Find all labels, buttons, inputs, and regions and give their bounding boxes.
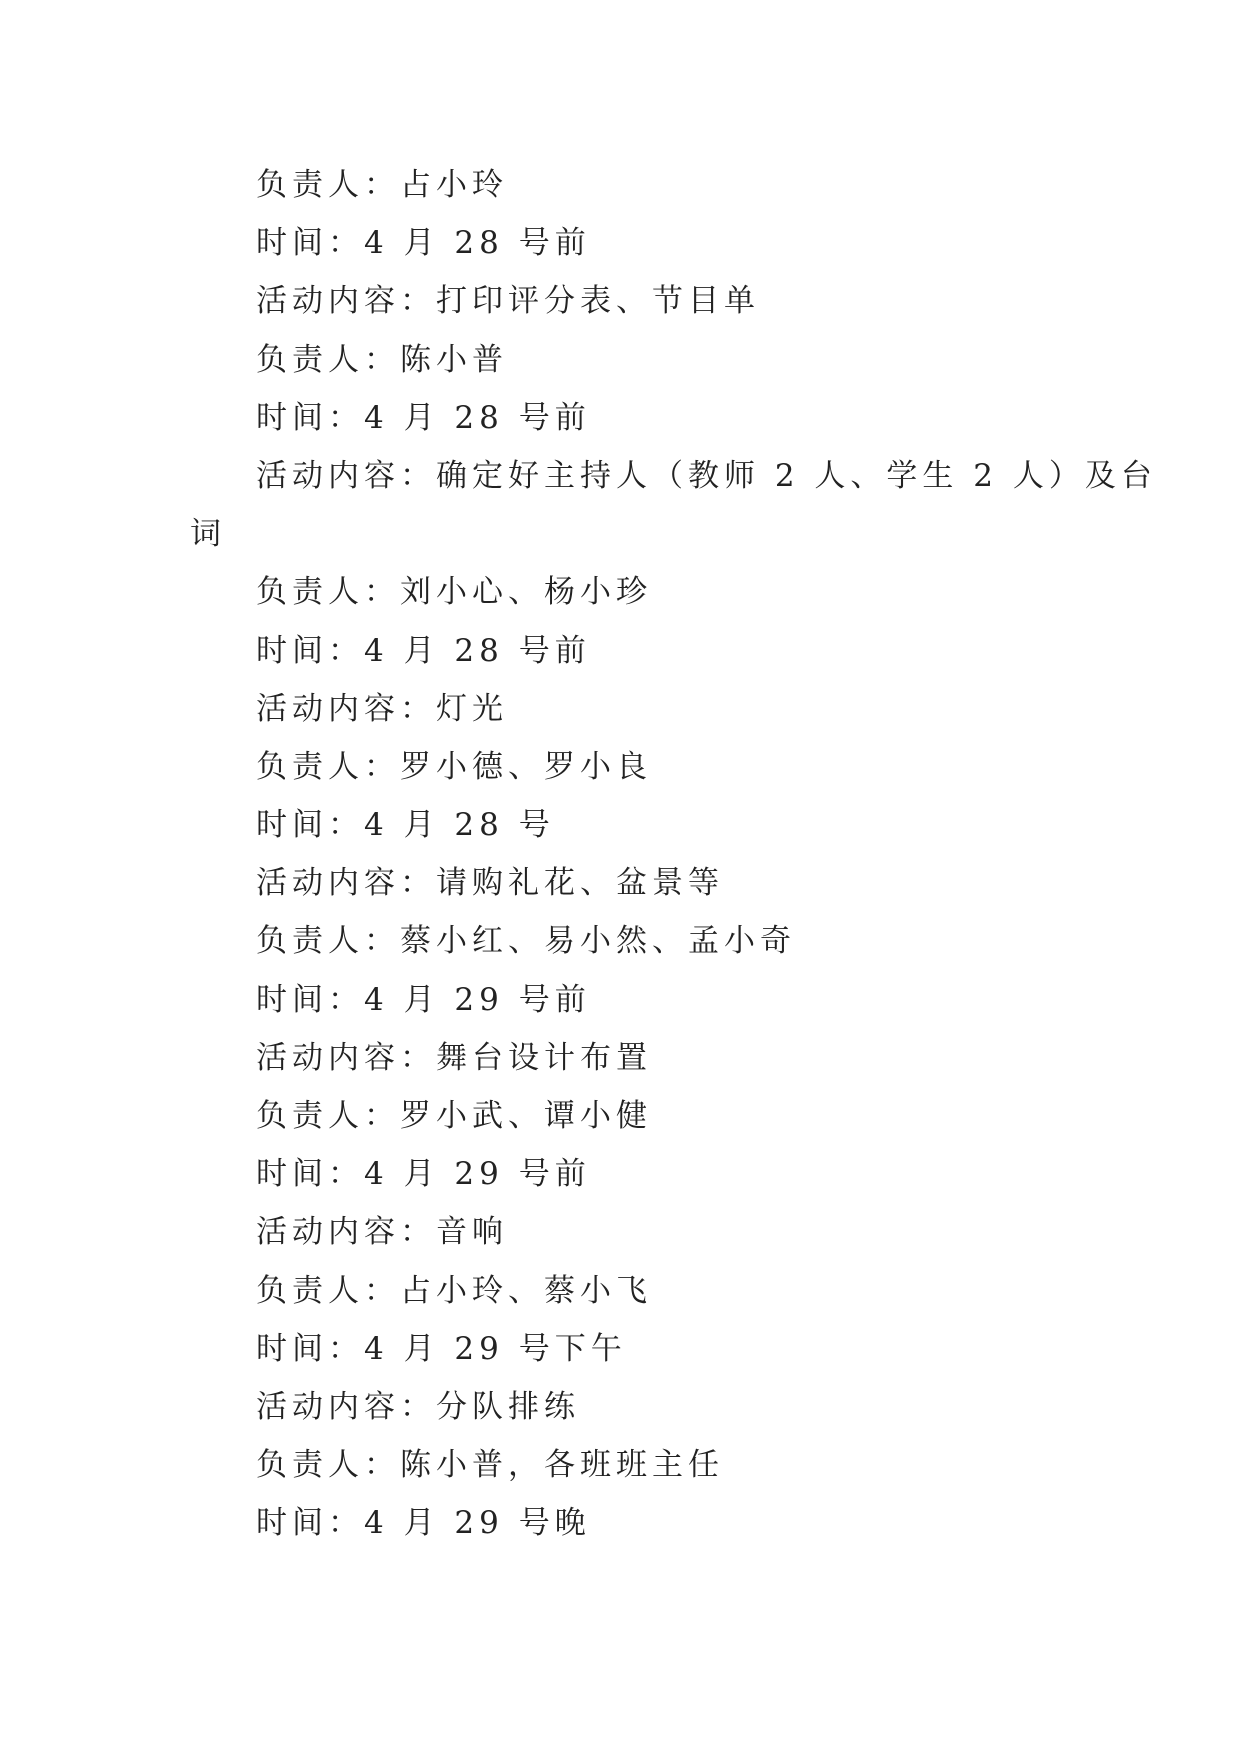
text-line: 负责人：蔡小红、易小然、孟小奇 [256, 923, 796, 960]
text-line: 活动内容：音响 [256, 1214, 508, 1251]
text-line: 时间：4 月 28 号 [256, 807, 555, 844]
text-line: 活动内容：舞台设计布置 [256, 1039, 652, 1076]
text-line-continuation: 词 [190, 516, 226, 553]
text-line: 活动内容：打印评分表、节目单 [256, 283, 760, 320]
text-line: 时间：4 月 29 号下午 [256, 1330, 627, 1367]
text-line: 活动内容：请购礼花、盆景等 [256, 865, 724, 902]
text-line: 时间：4 月 29 号前 [256, 981, 591, 1018]
text-line: 负责人：陈小普，各班班主任 [256, 1447, 724, 1484]
text-line: 时间：4 月 29 号晚 [256, 1505, 591, 1542]
text-line: 时间：4 月 28 号前 [256, 632, 591, 669]
document-body [190, 156, 1157, 1553]
text-line: 时间：4 月 28 号前 [256, 399, 591, 436]
text-line: 负责人：陈小普 [256, 341, 508, 378]
text-line: 负责人：罗小武、谭小健 [256, 1098, 652, 1134]
text-line: 负责人：占小玲 [256, 167, 508, 203]
text-line: 活动内容：分队排练 [256, 1388, 580, 1425]
text-line: 活动内容：确定好主持人（教师 2 人、学生 2 人）及台 [256, 457, 1157, 494]
text-line: 时间：4 月 29 号前 [256, 1156, 591, 1193]
text-line: 负责人：罗小德、罗小良 [256, 748, 652, 785]
text-line: 负责人：刘小心、杨小珍 [256, 574, 652, 611]
text-line: 时间：4 月 28 号前 [256, 225, 591, 262]
text-line: 负责人：占小玲、蔡小飞 [256, 1272, 652, 1309]
text-line: 活动内容：灯光 [256, 690, 508, 727]
